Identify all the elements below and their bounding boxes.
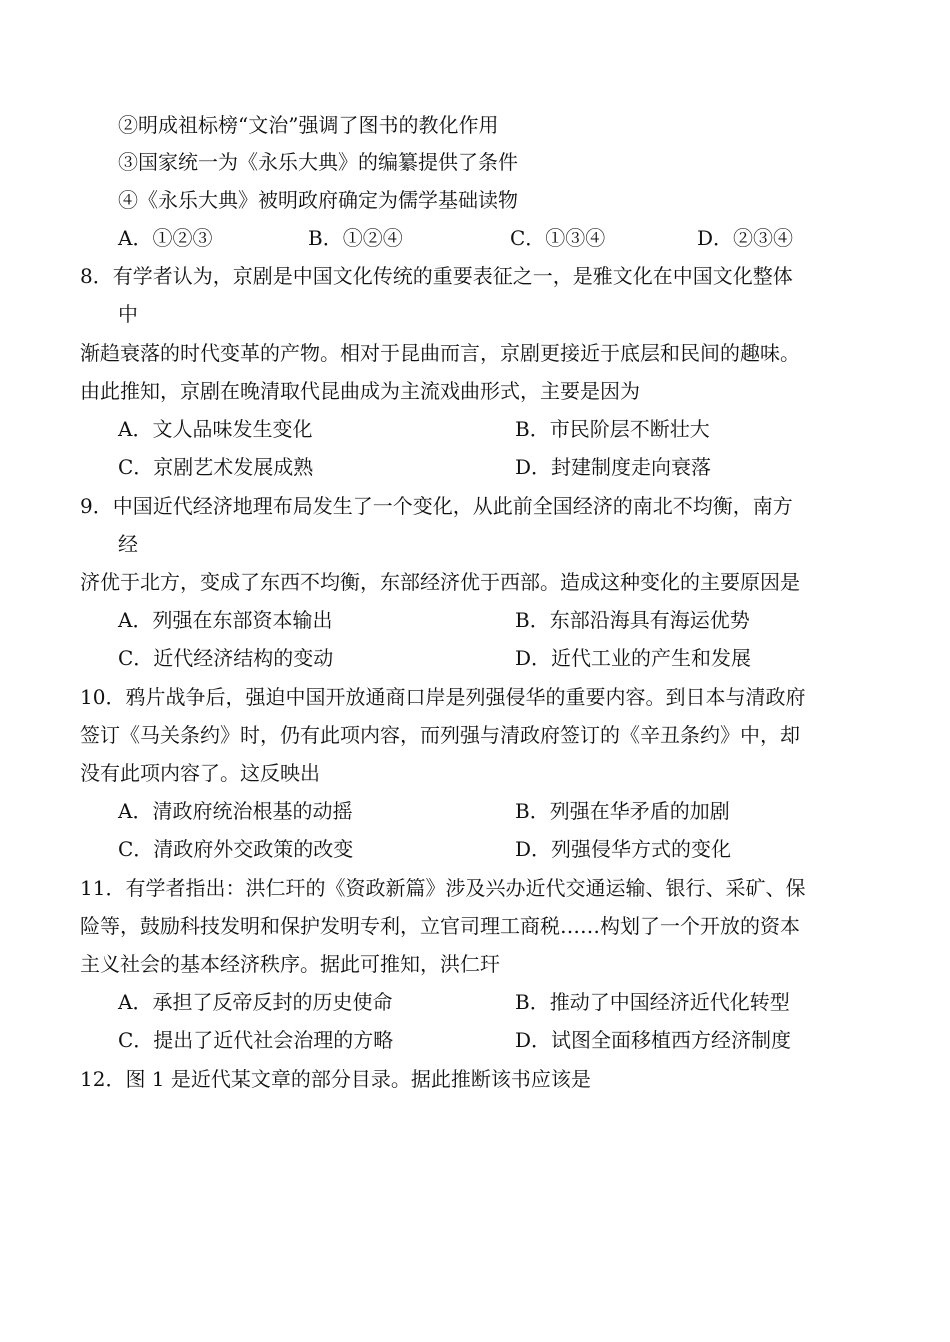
q8-stem-line-4: 由此推知，京剧在晚清取代昆曲成为主流戏曲形式，主要是因为 <box>80 379 640 403</box>
q8-option-d: D．封建制度走向衰落 <box>515 455 712 479</box>
q9-stem-line-3: 济优于北方，变成了东西不均衡，东部经济优于西部。造成这种变化的主要原因是 <box>80 570 800 594</box>
q9-option-c: C．近代经济结构的变动 <box>118 646 334 670</box>
q8-stem-line-2: 中 <box>118 302 138 326</box>
q10-option-a: A．清政府统治根基的动摇 <box>118 799 353 823</box>
q7-item-3: ③国家统一为《永乐大典》的编纂提供了条件 <box>118 150 518 174</box>
q10-option-d: D．列强侵华方式的变化 <box>515 837 732 861</box>
q10-stem-line-3: 没有此项内容了。这反映出 <box>80 761 320 785</box>
q7-option-b: B．①②④ <box>308 226 403 250</box>
q11-stem-line-1: 11．有学者指出：洪仁玕的《资政新篇》涉及兴办近代交通运输、银行、采矿、保 <box>80 876 806 900</box>
q7-option-c: C．①③④ <box>510 226 606 250</box>
q10-option-c: C．清政府外交政策的改变 <box>118 837 354 861</box>
q12-stem-line-1: 12．图 1 是近代某文章的部分目录。据此推断该书应该是 <box>80 1067 591 1091</box>
q7-option-d: D．②③④ <box>697 226 794 250</box>
q9-option-d: D．近代工业的产生和发展 <box>515 646 752 670</box>
q11-option-c: C．提出了近代社会治理的方略 <box>118 1028 394 1052</box>
q9-option-a: A．列强在东部资本输出 <box>118 608 333 632</box>
q7-item-4: ④《永乐大典》被明政府确定为儒学基础读物 <box>118 188 518 212</box>
q10-option-b: B．列强在华矛盾的加剧 <box>515 799 730 823</box>
q11-stem-line-3: 主义社会的基本经济秩序。据此可推知，洪仁玕 <box>80 952 500 976</box>
q8-option-a: A．文人品味发生变化 <box>118 417 313 441</box>
q8-stem-line-1: 8．有学者认为，京剧是中国文化传统的重要表征之一，是雅文化在中国文化整体 <box>80 264 793 288</box>
q10-stem-line-2: 签订《马关条约》时，仍有此项内容，而列强与清政府签订的《辛丑条约》中，却 <box>80 723 800 747</box>
q11-option-d: D．试图全面移植西方经济制度 <box>515 1028 792 1052</box>
q8-stem-line-3: 渐趋衰落的时代变革的产物。相对于昆曲而言，京剧更接近于底层和民间的趣味。 <box>80 341 800 365</box>
q8-option-b: B．市民阶层不断壮大 <box>515 417 710 441</box>
q7-item-2: ②明成祖标榜“文治”强调了图书的教化作用 <box>118 113 499 137</box>
q11-option-b: B．推动了中国经济近代化转型 <box>515 990 790 1014</box>
q10-stem-line-1: 10．鸦片战争后，强迫中国开放通商口岸是列强侵华的重要内容。到日本与清政府 <box>80 685 806 709</box>
q9-option-b: B．东部沿海具有海运优势 <box>515 608 750 632</box>
q11-option-a: A．承担了反帝反封的历史使命 <box>118 990 393 1014</box>
q8-option-c: C．京剧艺术发展成熟 <box>118 455 314 479</box>
q9-stem-line-1: 9．中国近代经济地理布局发生了一个变化，从此前全国经济的南北不均衡，南方 <box>80 494 793 518</box>
q9-stem-line-2: 经 <box>118 532 138 556</box>
q7-option-a: A．①②③ <box>118 226 213 250</box>
q11-stem-line-2: 险等，鼓励科技发明和保护发明专利，立官司理工商税……构划了一个开放的资本 <box>80 914 800 938</box>
